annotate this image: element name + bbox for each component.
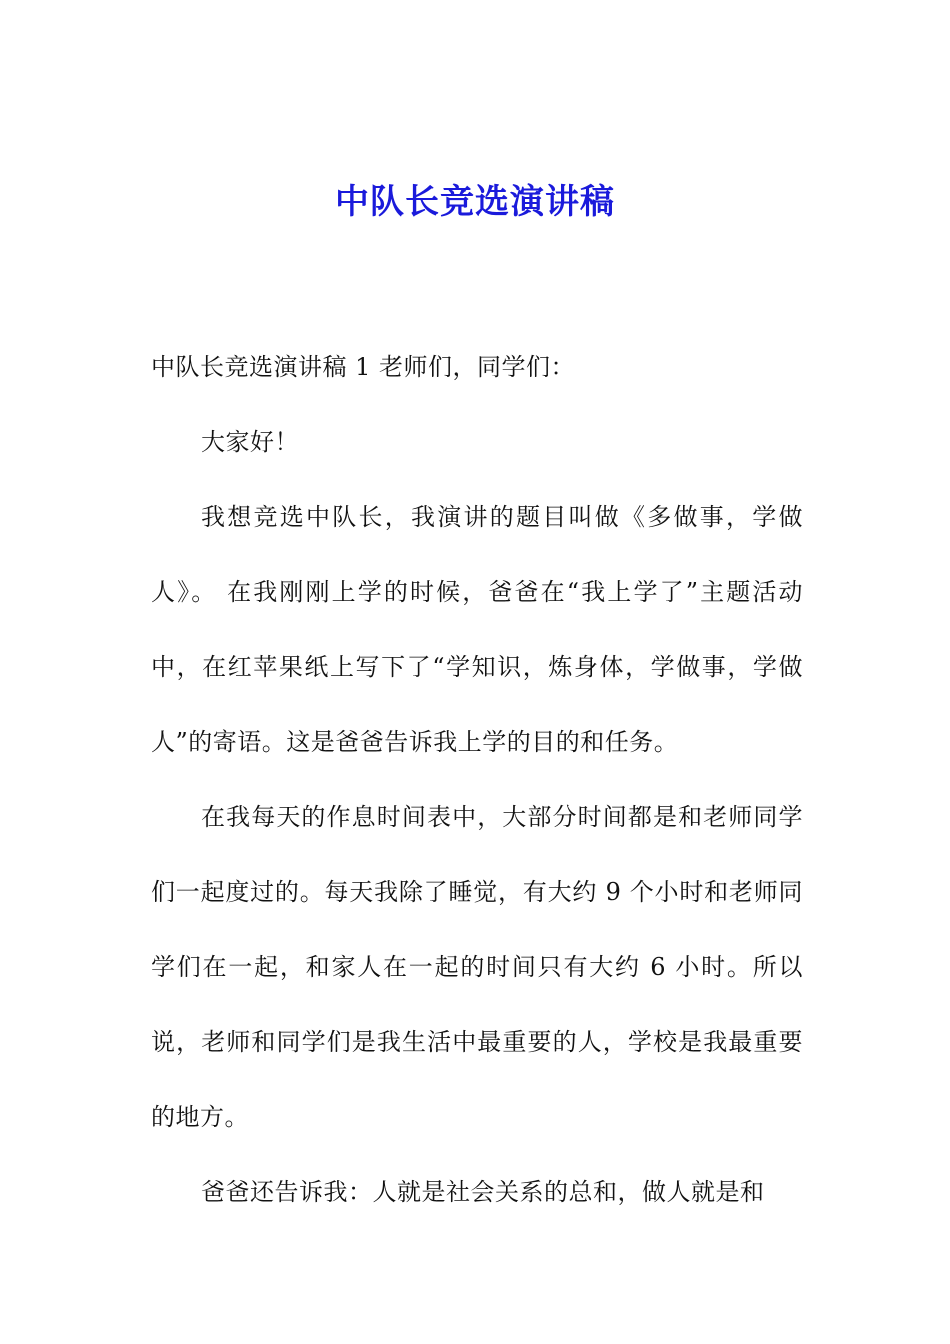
paragraph: 我想竞选中队长，我演讲的题目叫做《多做事，学做人》。 在我刚刚上学的时候，爸爸在“我上学了”主题活动中，在红苹果纸上写下了“学知识，炼身体，学做事，学做人”的寄语。这是爸爸告诉我上学的目的和任务。 — [151, 503, 803, 756]
paragraph: 大家好！ — [201, 428, 299, 456]
greeting-line: 中队长竞选演讲稿 1 老师们，同学们： — [151, 353, 576, 381]
paragraph: 爸爸还告诉我：人就是社会关系的总和，做人就是和 — [201, 1178, 765, 1206]
document-title: 中队长竞选演讲稿 — [335, 182, 615, 222]
document-body — [151, 330, 803, 1230]
paragraph: 在我每天的作息时间表中，大部分时间都是和老师同学们一起度过的。每天我除了睡觉，有大约 9 个小时和老师同学们在一起，和家人在一起的时间只有大约 6 小时。所以说，老师和同学们是我生活中最重要的人，学校是我最重要的地方。 — [151, 803, 803, 1131]
